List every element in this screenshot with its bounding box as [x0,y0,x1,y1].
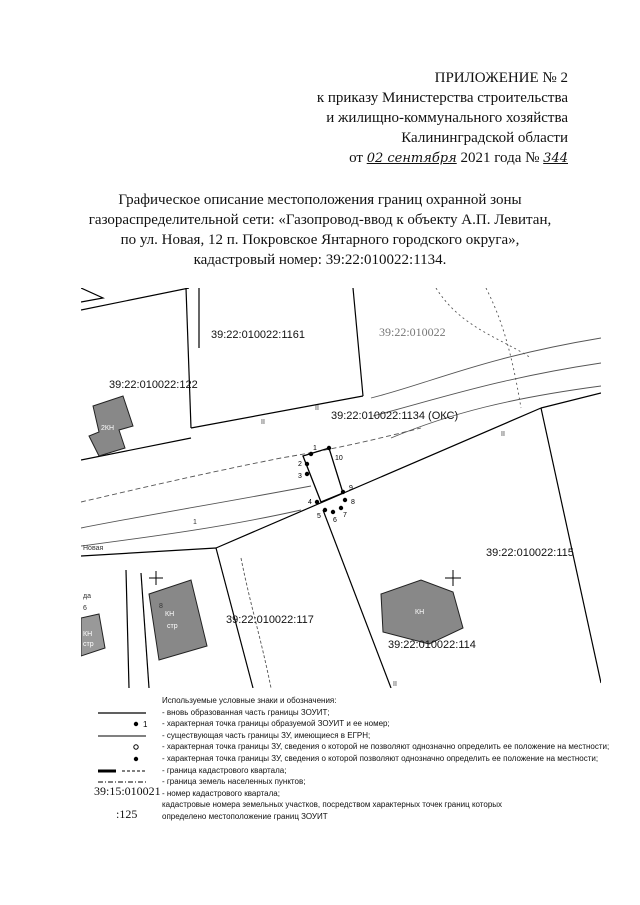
legend-item [96,730,636,742]
characteristic-point [341,490,345,494]
label-road: Новая [83,545,104,552]
point-number-label: 9 [349,485,353,492]
label-building-right: КН [415,609,425,616]
characteristic-point [309,452,313,456]
legend-text: - номер кадастрового квартала; [162,788,280,798]
point-number-label: 10 [335,455,343,462]
settlement-border [81,428,421,502]
legend-text: - характерная точка границы образуемой ЗОУИТ и ее номер; [162,719,390,729]
label-quarter: 39:22:010022 [379,325,446,339]
label-building-mid: КН [165,611,175,618]
mark-ii: II [393,681,397,688]
legend-symbol [96,741,156,753]
point-number-label: 7 [343,512,347,519]
title-line-1: Графическое описание местоположения границ охранной зоны [118,192,522,208]
legend-item [96,765,636,777]
legend-text: кадастровые номера земельных участков, посредством характерных точек границ которых [162,800,503,810]
date-year: 2021 года № [460,150,540,166]
label-parcel-115: 39:22:010022:115 [486,547,574,559]
mark-ii: II [501,431,505,438]
label-parcel-1134: 39:22:010022:1134 (ОКС) [331,410,459,422]
label-building-mid-sub: стр [167,623,178,630]
parcel-115-boundary [216,408,541,548]
date-line [317,148,568,169]
title-line-4: кадастровый номер: 39:22:010022:1134. [193,252,447,268]
legend [96,695,636,823]
characteristic-point [339,506,343,510]
characteristic-point [315,500,319,504]
label-parcel-122: 39:22:010022:122 [109,379,198,391]
legend-symbol [96,765,156,777]
parcel-edge [126,570,129,688]
document-title [60,190,580,270]
road-edge [371,338,601,398]
ministry-line: и жилищно-коммунального хозяйства [326,110,568,126]
legend-text: - граница земель населенных пунктов; [162,777,306,787]
legend-symbol [96,707,156,719]
legend-symbol [96,718,156,730]
legend-symbol: :125 [116,806,138,821]
legend-item [96,718,636,730]
label-parcel-114: 39:22:010022:114 [388,639,476,651]
point-number-label: 3 [298,473,302,480]
legend-item [96,776,636,788]
document-header [317,68,568,169]
characteristic-point [323,508,327,512]
building-mid [149,580,207,660]
cadastral-map [81,288,601,688]
parcel-edge [141,573,149,688]
date-prefix: от [349,150,363,166]
mark-eight: 8 [159,603,163,610]
legend-symbol [96,753,156,765]
mark-ii: II [261,419,265,426]
mark-six: 6 [83,605,87,612]
legend-text: - граница кадастрового квартала; [162,765,287,775]
legend-item [96,753,636,765]
label-building-far-left: КН [83,631,93,638]
legend-text: - характерная точка границы ЗУ, сведения о которой позволяют однозначно определить ее положение на местности; [162,753,599,763]
label-frag-da: да [83,593,91,600]
svg-text:1: 1 [143,720,148,730]
road-edge [81,510,301,546]
point-number-label: 4 [308,499,312,506]
legend-text: - вновь образованная часть границы ЗОУИТ; [162,707,330,717]
handwritten-number: 344 [543,151,568,166]
point-number-label: 2 [298,461,302,468]
title-line-3: по ул. Новая, 12 п. Покровское Янтарного городского округа», [120,232,520,248]
legend-symbol [96,730,156,742]
label-building-far-left-sub: стр [83,641,94,648]
parcel-115-boundary [541,393,601,408]
point-number-label: 1 [313,445,317,452]
parcel-edge [81,288,103,302]
point-number-label: 8 [351,499,355,506]
characteristic-point [305,472,309,476]
road-edge [373,363,601,416]
legend-text: определено местоположение границ ЗОУИТ [162,811,328,821]
characteristic-points [298,445,355,524]
legend-item [94,783,636,800]
label-building-left: 2КН [101,425,115,432]
legend-item [96,741,636,753]
legend-symbol: 39:15:010021 [94,783,161,798]
characteristic-point [343,498,347,502]
appendix-title: ПРИЛОЖЕНИЕ № 2 [434,70,568,86]
parcel-1161-boundary [186,288,191,428]
point-number-label: 5 [317,513,321,520]
legend-text: - существующая часть границы ЗУ, имеющиеся в ЕГРН; [162,730,371,740]
quarter-border [436,288,531,358]
region-line: Калининградской области [401,130,568,146]
legend-item [96,707,636,719]
characteristic-point [305,462,309,466]
label-parcel-117: 39:22:010022:117 [226,614,314,626]
parcel-115-boundary [541,408,601,683]
mark-ii: II [315,405,319,412]
order-line: к приказу Министерства строительства [316,90,568,106]
legend-item [96,799,636,811]
handwritten-date: 02 сентября [366,151,457,166]
point-number-label: 6 [333,517,337,524]
characteristic-point [331,510,335,514]
legend-heading [96,695,636,707]
legend-text: - характерная точка границы ЗУ, сведения о которой не позволяют однозначно определить ее положение на местности; [162,742,610,752]
legend-items [96,707,636,823]
legend-item [96,806,636,823]
mark-one: 1 [193,519,197,526]
quarter-border [486,288,521,408]
legend-heading-text: Используемые условные знаки и обозначения: [162,696,337,705]
parcel-1161-boundary [353,288,363,396]
characteristic-point [327,446,331,450]
label-parcel-1161: 39:22:010022:1161 [211,329,305,341]
title-line-2: газораспределительной сети: «Газопровод-ввод к объекту А.П. Левитан, [88,212,552,228]
